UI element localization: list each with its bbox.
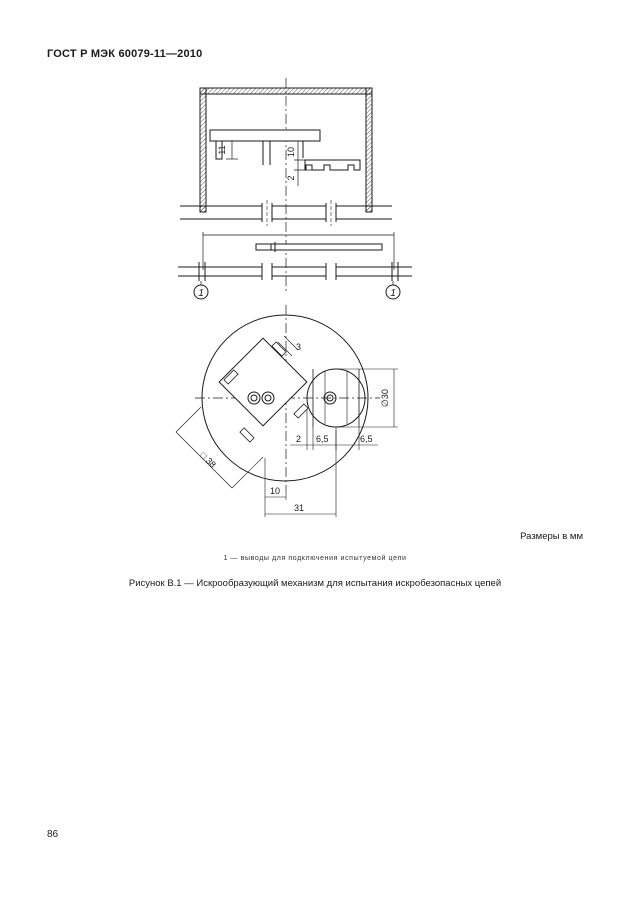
document-header: ГОСТ Р МЭК 60079-11—2010 <box>47 48 203 60</box>
plan-view <box>176 305 398 517</box>
dim-3-label: 3 <box>296 342 302 352</box>
square-holder <box>219 338 307 426</box>
dim-11-label: 11 <box>217 145 227 155</box>
dim-10-plan-label: 10 <box>270 486 281 496</box>
dim-2-plan-label: 2 <box>296 434 302 444</box>
connection-rail <box>178 262 412 286</box>
dim-10-label: 10 <box>286 146 296 158</box>
dim-30-label: ∅30 <box>380 389 390 407</box>
figure-caption: Рисунок В.1 — Искрообразующий механизм для испытания искробезопасных цепей <box>128 578 502 589</box>
dim-38-label: □ 38 <box>198 449 219 470</box>
dim-6-5-label-b: 6,5 <box>360 434 373 444</box>
terminal-label-right: 1 <box>390 288 396 299</box>
dim-11-lines <box>226 141 238 159</box>
dim-6-5-label-a: 6,5 <box>316 434 329 444</box>
toothed-contact-bar <box>305 160 360 170</box>
figure-legend: 1 — выводы для подключения испытуемой цепи <box>223 555 407 562</box>
slider-bar <box>203 232 394 270</box>
terminal-label-left: 1 <box>198 288 204 299</box>
units-note: Размеры в мм <box>520 531 583 542</box>
dim-31-label: 31 <box>294 503 305 513</box>
page-number: 86 <box>47 829 59 840</box>
dim-2-label: 2 <box>286 175 296 181</box>
upper-view <box>178 78 412 299</box>
